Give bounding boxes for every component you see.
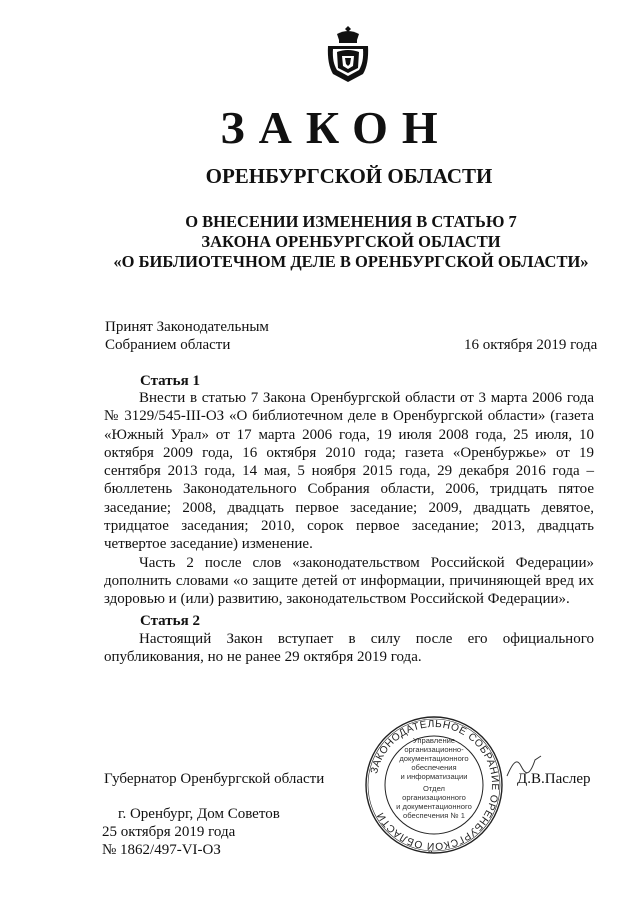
signing-date: 25 октября 2019 года xyxy=(102,824,236,840)
article-2-heading: Статья 2 xyxy=(140,613,200,629)
subtitle-line: ЗАКОНА ОРЕНБУРГСКОЙ ОБЛАСТИ xyxy=(201,232,501,251)
law-number: № 1862/497-VI-ОЗ xyxy=(102,842,221,858)
seal-line: и информатизации xyxy=(400,772,468,781)
document-subtitle xyxy=(0,212,640,272)
subtitle-line: «О БИБЛИОТЕЧНОМ ДЕЛЕ В ОРЕНБУРГСКОЙ ОБЛАСТИ» xyxy=(113,252,589,271)
article-2-body xyxy=(104,630,594,667)
seal-ring-text: ЗАКОНОДАТЕЛЬНОЕ СОБРАНИЕ ОРЕНБУРГСКОЙ ОБЛАСТИ xyxy=(369,718,501,852)
seal-line: обеспечения xyxy=(411,763,457,772)
article-paragraph: Часть 2 после слов «законодательством Российской Федерации» дополнить словами «о защите детей от информации, причиняющей вред их здоровью и (или) развитию, законодательством Российской Федерации». xyxy=(104,554,594,608)
document-title: ЗАКОН xyxy=(220,102,452,153)
document-region: ОРЕНБУРГСКОЙ ОБЛАСТИ xyxy=(205,164,493,188)
adoption-note xyxy=(105,318,269,354)
article-paragraph: Настоящий Закон вступает в силу после его официального опубликования, но не ранее 29 октября 2019 года. xyxy=(104,631,594,666)
article-1-heading: Статья 1 xyxy=(140,373,200,389)
signing-place: г. Оренбург, Дом Советов xyxy=(118,806,280,822)
article-paragraph: Внести в статью 7 Закона Оренбургской области от 3 марта 2006 года № 3129/545-III-ОЗ «О библиотечном деле в Оренбургской области» (газета «Южный Урал» от 17 марта 2006 года, 19 июля 2008 года, 25 июля, 10 октября 2009 года, 16 октября 2010 года; газета «Оренбуржье» от 19 сентября 2013 года, 14 мая, 5 ноября 2015 года, 29 декабря 2016 года – бюллетень Законодательного Собрания области, 2006, тридцать пятое заседание; 2008, двадцать первое заседание; 2009, двадцать девятое, тридцатое заседания; 2010, сорок первое заседание; 2013, двадцать четвертое заседание) изменение. xyxy=(104,390,594,553)
seal-line: обеспечения № 1 xyxy=(403,811,465,820)
seal-line: документационного xyxy=(399,754,469,763)
signer-title: Губернатор Оренбургской области xyxy=(104,771,325,787)
adoption-date: 16 октября 2019 года xyxy=(464,337,598,353)
adoption-line: Собранием области xyxy=(105,337,231,353)
seal-line: Управление xyxy=(412,736,456,745)
seal-line: организационно- xyxy=(404,745,464,754)
seal-line: и документационного xyxy=(396,802,472,811)
article-1-body xyxy=(104,389,594,609)
seal-inner-text xyxy=(395,736,473,820)
coat-of-arms-icon xyxy=(323,24,373,84)
seal-line: Отдел организационного xyxy=(402,784,466,802)
signer-name: Д.В.Паслер xyxy=(517,771,591,787)
adoption-line: Принят Законодательным xyxy=(105,319,269,335)
subtitle-line: О ВНЕСЕНИИ ИЗМЕНЕНИЯ В СТАТЬЮ 7 xyxy=(185,212,517,231)
